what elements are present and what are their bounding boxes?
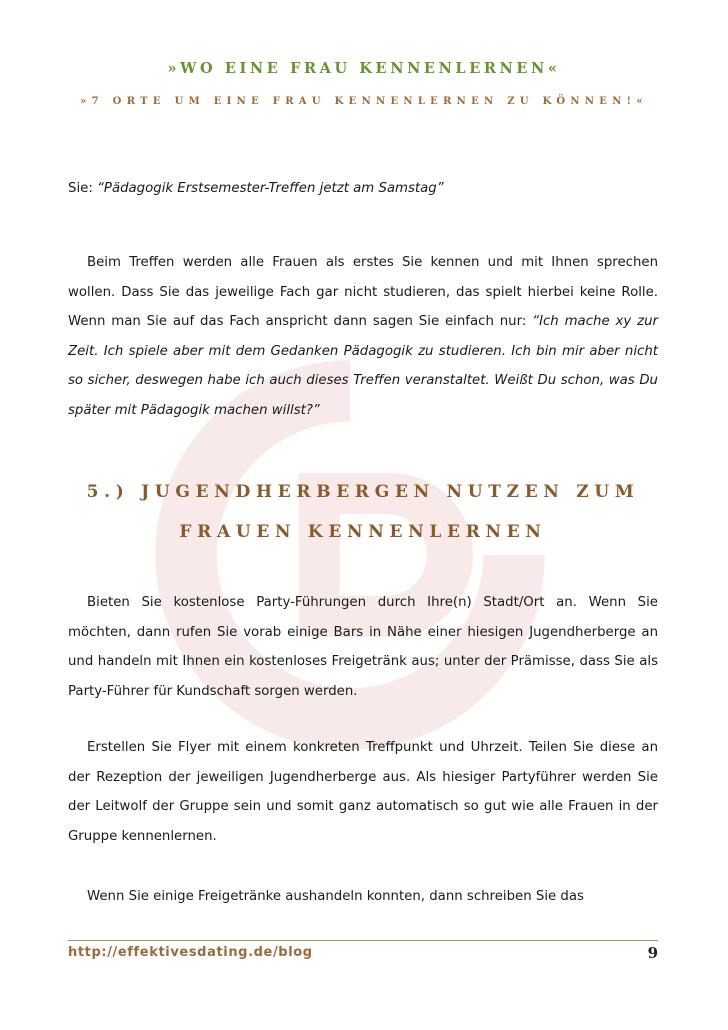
paragraph-1 bbox=[68, 248, 658, 425]
page-number: 9 bbox=[647, 944, 658, 962]
paragraph-3-text: Erstellen Sie Flyer mit einem konkreten Treffpunkt und Uhrzeit. Teilen Sie diese an der Rezeption der jeweiligen Jugendherberge aus. Als hiesiger Partyführer werden Sie der Leitwolf der Gruppe sein und somit ganz automatisch so gut wie alle Frauen in der Gruppe kennenlernen. bbox=[68, 740, 658, 844]
quote-line-quote: “Pädagogik Erstsemester-Treffen jetzt am Samstag” bbox=[97, 181, 444, 196]
quote-line-prefix: Sie: bbox=[68, 181, 98, 196]
paragraph-2 bbox=[68, 588, 658, 706]
section-heading-line-1: 5.) JUGENDHERBERGEN NUTZEN ZUM bbox=[86, 482, 640, 502]
document-header-title: »WO EINE FRAU KENNENLERNEN« bbox=[167, 60, 561, 77]
paragraph-2-text: Bieten Sie kostenlose Party-Führungen durch Ihre(n) Stadt/Ort an. Wenn Sie möchten, dann rufen Sie vorab einige Bars in Nähe einer hiesigen Jugendherberge an und handeln mit Ihnen ein kostenloses Freigetränk aus; unter der Prämisse, dass Sie als Party-Führer für Kundschaft sorgen werden. bbox=[68, 595, 658, 699]
paragraph-3 bbox=[68, 733, 658, 851]
paragraph-1-quote: “Ich mache xy zur Zeit. Ich spiele aber mit dem Gedanken Pädagogik zu studieren. Ich bin mir aber nicht so sicher, deswegen habe ich auch dieses Treffen veranstaltet. Weißt Du schon, was Du später mit Pädagogik machen willst?” bbox=[68, 314, 658, 418]
footer-link[interactable]: http://effektivesdating.de/blog bbox=[68, 945, 313, 960]
paragraph-4 bbox=[68, 882, 658, 912]
quote-line bbox=[68, 174, 658, 204]
section-heading bbox=[68, 472, 658, 552]
footer-divider bbox=[68, 940, 658, 941]
section-heading-line-2: FRAUEN KENNENLERNEN bbox=[179, 522, 547, 542]
paragraph-4-text: Wenn Sie einige Freigetränke aushandeln konnten, dann schreiben Sie das bbox=[87, 889, 584, 904]
document-header-subtitle: »7 ORTE UM EINE FRAU KENNENLERNEN ZU KÖNNEN!« bbox=[80, 96, 648, 107]
paragraph-1-text: Beim Treffen werden alle Frauen als erstes Sie kennen und mit Ihnen sprechen wollen. Dass Sie das jeweilige Fach gar nicht studieren, das spielt hierbei keine Rolle. Wenn man Sie auf das Fach anspricht dann sagen Sie einfach nur: bbox=[68, 255, 658, 329]
